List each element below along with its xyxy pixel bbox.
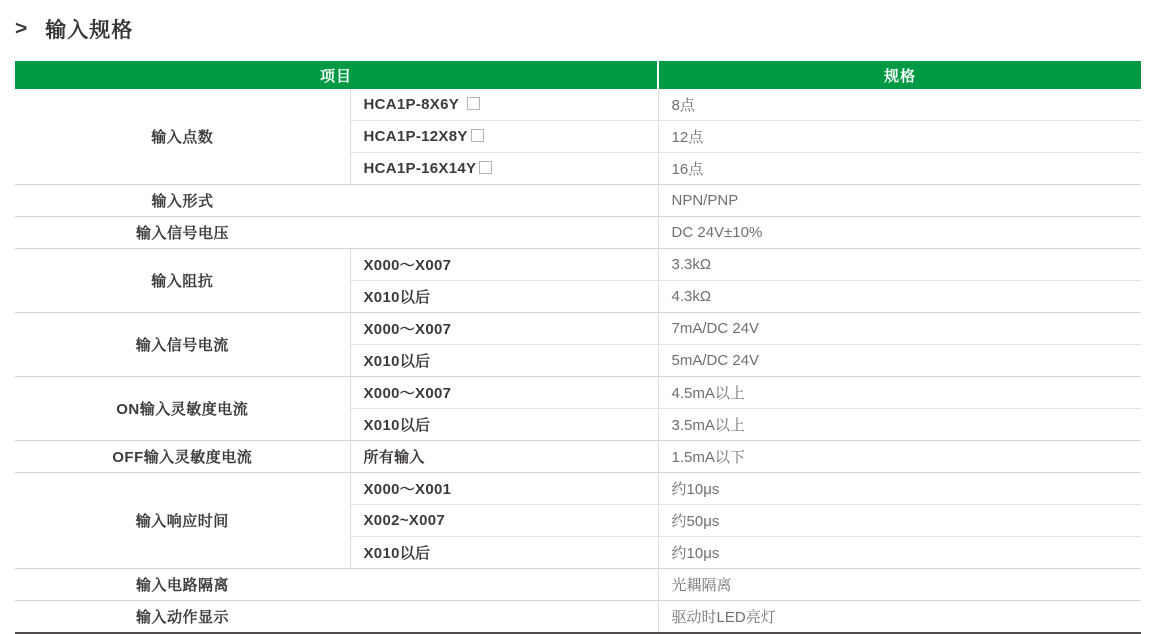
model-name: HCA1P-12X8Y bbox=[363, 128, 468, 145]
spec-value-cell: 12点 bbox=[658, 121, 1141, 153]
table-row bbox=[15, 249, 1141, 281]
spec-value-cell: 约50μs bbox=[658, 505, 1141, 537]
table-row bbox=[15, 89, 1141, 121]
empty-cell bbox=[350, 185, 658, 217]
table-row bbox=[15, 601, 1141, 634]
sub-item-cell: X010以后 bbox=[350, 409, 658, 441]
table-row bbox=[15, 185, 1141, 217]
spec-value-cell: 光耦隔离 bbox=[658, 569, 1141, 601]
spec-value-cell: 3.3kΩ bbox=[658, 249, 1141, 281]
model-name: HCA1P-16X14Y bbox=[363, 160, 477, 177]
row-label-cell: 输入形式 bbox=[15, 185, 350, 217]
spec-value-cell: 7mA/DC 24V bbox=[658, 313, 1141, 345]
spec-value-cell: 4.5mA以上 bbox=[658, 377, 1141, 409]
sub-item-cell: X010以后 bbox=[350, 281, 658, 313]
table-row bbox=[15, 217, 1141, 249]
row-label-cell: 输入响应时间 bbox=[15, 473, 350, 569]
empty-cell bbox=[350, 569, 658, 601]
spec-value-cell: 16点 bbox=[658, 153, 1141, 185]
sub-item-cell: X002~X007 bbox=[350, 505, 658, 537]
spec-value-cell: 约10μs bbox=[658, 537, 1141, 569]
table-header-row bbox=[15, 61, 1141, 89]
spec-value-cell: DC 24V±10% bbox=[658, 217, 1141, 249]
spec-value-cell: NPN/PNP bbox=[658, 185, 1141, 217]
model-suffix-box-icon bbox=[479, 161, 492, 174]
spec-value-cell: 3.5mA以上 bbox=[658, 409, 1141, 441]
row-label-cell: 输入动作显示 bbox=[15, 601, 350, 634]
table-row bbox=[15, 441, 1141, 473]
sub-item-cell: X010以后 bbox=[350, 537, 658, 569]
spec-value-cell: 约10μs bbox=[658, 473, 1141, 505]
sub-item-cell: X010以后 bbox=[350, 345, 658, 377]
table-row bbox=[15, 569, 1141, 601]
row-label-cell: 输入阻抗 bbox=[15, 249, 350, 313]
model-suffix-box-icon bbox=[467, 97, 480, 110]
sub-item-cell: X000～X007 bbox=[350, 377, 658, 409]
table-row bbox=[15, 473, 1141, 505]
spec-value-cell: 4.3kΩ bbox=[658, 281, 1141, 313]
sub-item-cell: X000～X007 bbox=[350, 313, 658, 345]
table-row bbox=[15, 313, 1141, 345]
sub-item-cell: X000～X001 bbox=[350, 473, 658, 505]
page-title: 输入规格 bbox=[45, 19, 134, 42]
spec-value-cell: 8点 bbox=[658, 89, 1141, 121]
spec-value-cell: 驱动时LED亮灯 bbox=[658, 601, 1141, 634]
empty-cell bbox=[350, 217, 658, 249]
row-label-cell: OFF输入灵敏度电流 bbox=[15, 441, 350, 473]
spec-table bbox=[15, 61, 1141, 634]
column-header-item: 项目 bbox=[15, 61, 658, 89]
empty-cell bbox=[350, 601, 658, 634]
section-title bbox=[15, 14, 1141, 44]
row-label-cell: 输入信号电流 bbox=[15, 313, 350, 377]
model-suffix-box-icon bbox=[471, 129, 484, 142]
column-header-spec: 规格 bbox=[658, 61, 1141, 89]
row-label-cell: 输入信号电压 bbox=[15, 217, 350, 249]
sub-item-cell: X000～X007 bbox=[350, 249, 658, 281]
spec-value-cell: 5mA/DC 24V bbox=[658, 345, 1141, 377]
row-label-cell: 输入电路隔离 bbox=[15, 569, 350, 601]
table-row bbox=[15, 377, 1141, 409]
spec-value-cell: 1.5mA以下 bbox=[658, 441, 1141, 473]
sub-item-cell: 所有输入 bbox=[350, 441, 658, 473]
page bbox=[15, 0, 1141, 634]
chevron-right-icon: > bbox=[15, 17, 29, 40]
row-label-cell: 输入点数 bbox=[151, 129, 214, 146]
sub-item-cell bbox=[350, 153, 658, 185]
sub-item-cell bbox=[350, 89, 658, 121]
sub-item-cell bbox=[350, 121, 658, 153]
model-name: HCA1P-8X6Y bbox=[363, 96, 460, 113]
row-label-cell: ON输入灵敏度电流 bbox=[15, 377, 350, 441]
